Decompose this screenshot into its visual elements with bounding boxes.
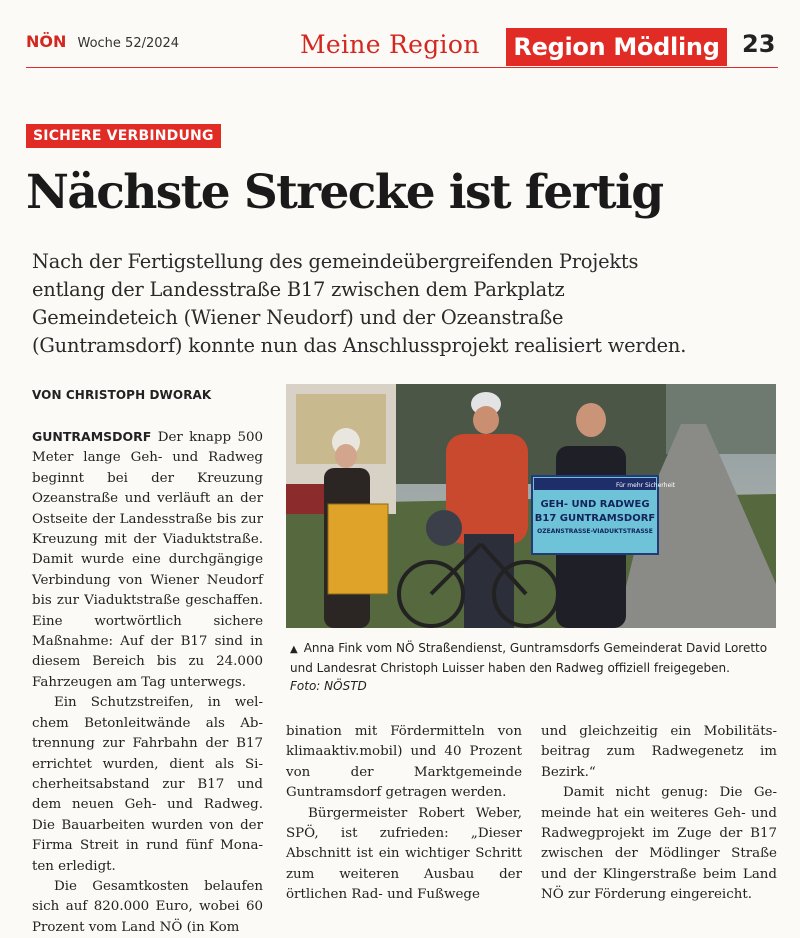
body-paragraph: und gleichzeitig ein Mobilitätsbeitrag zum Radwegenetz im Bezirk.“: [541, 724, 777, 780]
body-paragraph: Ein Schutzstreifen, in welchem Betonleitwände als Abtrennung zur Fahrbahn der B17 errichtet wurden, dient als Sicherheitsabstand zur B17 und dem neuen Geh- und Radweg. Die Bauarbeiten wurden von der Firma Streit in rund fünf Monaten erledigt.: [32, 695, 263, 874]
body-paragraph: [32, 427, 263, 693]
article-kicker: SICHERE VERBINDUNG: [26, 124, 221, 148]
lead-line: entlang der Landesstraße B17 zwischen dem Parkplatz: [32, 278, 565, 301]
sign-title-2: B17 GUNTRAMSDORF: [534, 513, 656, 524]
issue-week: Woche 52/2024: [77, 36, 180, 51]
photo-illustration: [286, 384, 776, 628]
photo-credit: Foto: NÖSTD: [290, 679, 367, 693]
caption-text: Anna Fink vom NÖ Straßendienst, Guntramsdorfs Gemeinderat David Loretto und Landesrat Christoph Luisser haben den Radweg offiziell freigegeben.: [290, 641, 768, 675]
header-divider: [26, 67, 778, 68]
article-headline: Nächste Strecke ist fertig: [26, 165, 663, 220]
lead-line: (Guntramsdorf) konnte nun das Anschlussprojekt realisiert werden.: [32, 334, 687, 357]
body-column-3: [541, 722, 777, 906]
body-paragraph: Die Gesamtkosten belaufen sich auf 820.000 Euro, wobei 60 Prozent vom Land NÖ (in Kom: [32, 878, 263, 935]
body-paragraph: bination mit Fördermitteln von klimaaktiv.mobil) und 40 Prozent von der Marktgemeinde Guntramsdorf getragen werden.: [286, 724, 522, 801]
dateline: GUNTRAMSDORF: [32, 429, 152, 444]
lead-line: Nach der Fertigstellung des gemeindeübergreifenden Projekts: [32, 250, 639, 273]
photo-caption: [290, 639, 776, 695]
article-photo: [286, 384, 776, 628]
region-badge: Region Mödling: [506, 28, 727, 66]
body-paragraph: Damit nicht genug: Die Gemeinde hat ein weiteres Geh- und Radwegprojekt im Zuge der B17 zwischen der Mödlinger Straße und der Klingerstraße beim Land NÖ zur Förderung eingereicht.: [541, 785, 777, 903]
body-column-1: [32, 427, 263, 938]
article-lead: [32, 248, 772, 360]
section-label: Meine Region: [300, 30, 480, 59]
body-paragraph: Bürgermeister Robert Weber, SPÖ, ist zufrieden: „Dieser Abschnitt ist ein wichtiger Schritt zum weiteren Ausbau der örtlichen Rad- und Fußwege: [286, 805, 522, 903]
body-column-2: [286, 722, 522, 906]
byline: VON CHRISTOPH DWORAK: [32, 388, 212, 402]
paragraph-text: Der knapp 500 Meter lange Geh- und Radweg beginnt bei der Kreuzung Ozeanstraße und verläuft an der Ostseite der Landesstraße bis zur Kreuzung mit der Viaduktstraße. Damit wurde eine durchgängige Verbindung von Wiener Neudorf bis zur Viaduktstraße geschaffen. Eine wortwörtlich sichere Maßnahme: Auf der B17 sind in diesem Bereich bis zu 24.000 Fahrzeugen am Tag unterwegs.: [32, 430, 263, 690]
masthead: [26, 32, 179, 51]
sign-title-1: GEH- UND RADWEG: [540, 499, 650, 510]
brand-logo: NÖN: [26, 32, 67, 51]
page-number: 23: [742, 30, 776, 58]
sign-subtitle: OZEANSTRASSE-VIADUKTSTRASSE: [537, 528, 653, 535]
lead-line: Gemeindeteich (Wiener Neudorf) und der Ozeanstraße: [32, 306, 564, 329]
sign-top-text: Für mehr Sicherheit: [616, 482, 676, 489]
caption-marker-icon: ▲: [290, 644, 298, 655]
